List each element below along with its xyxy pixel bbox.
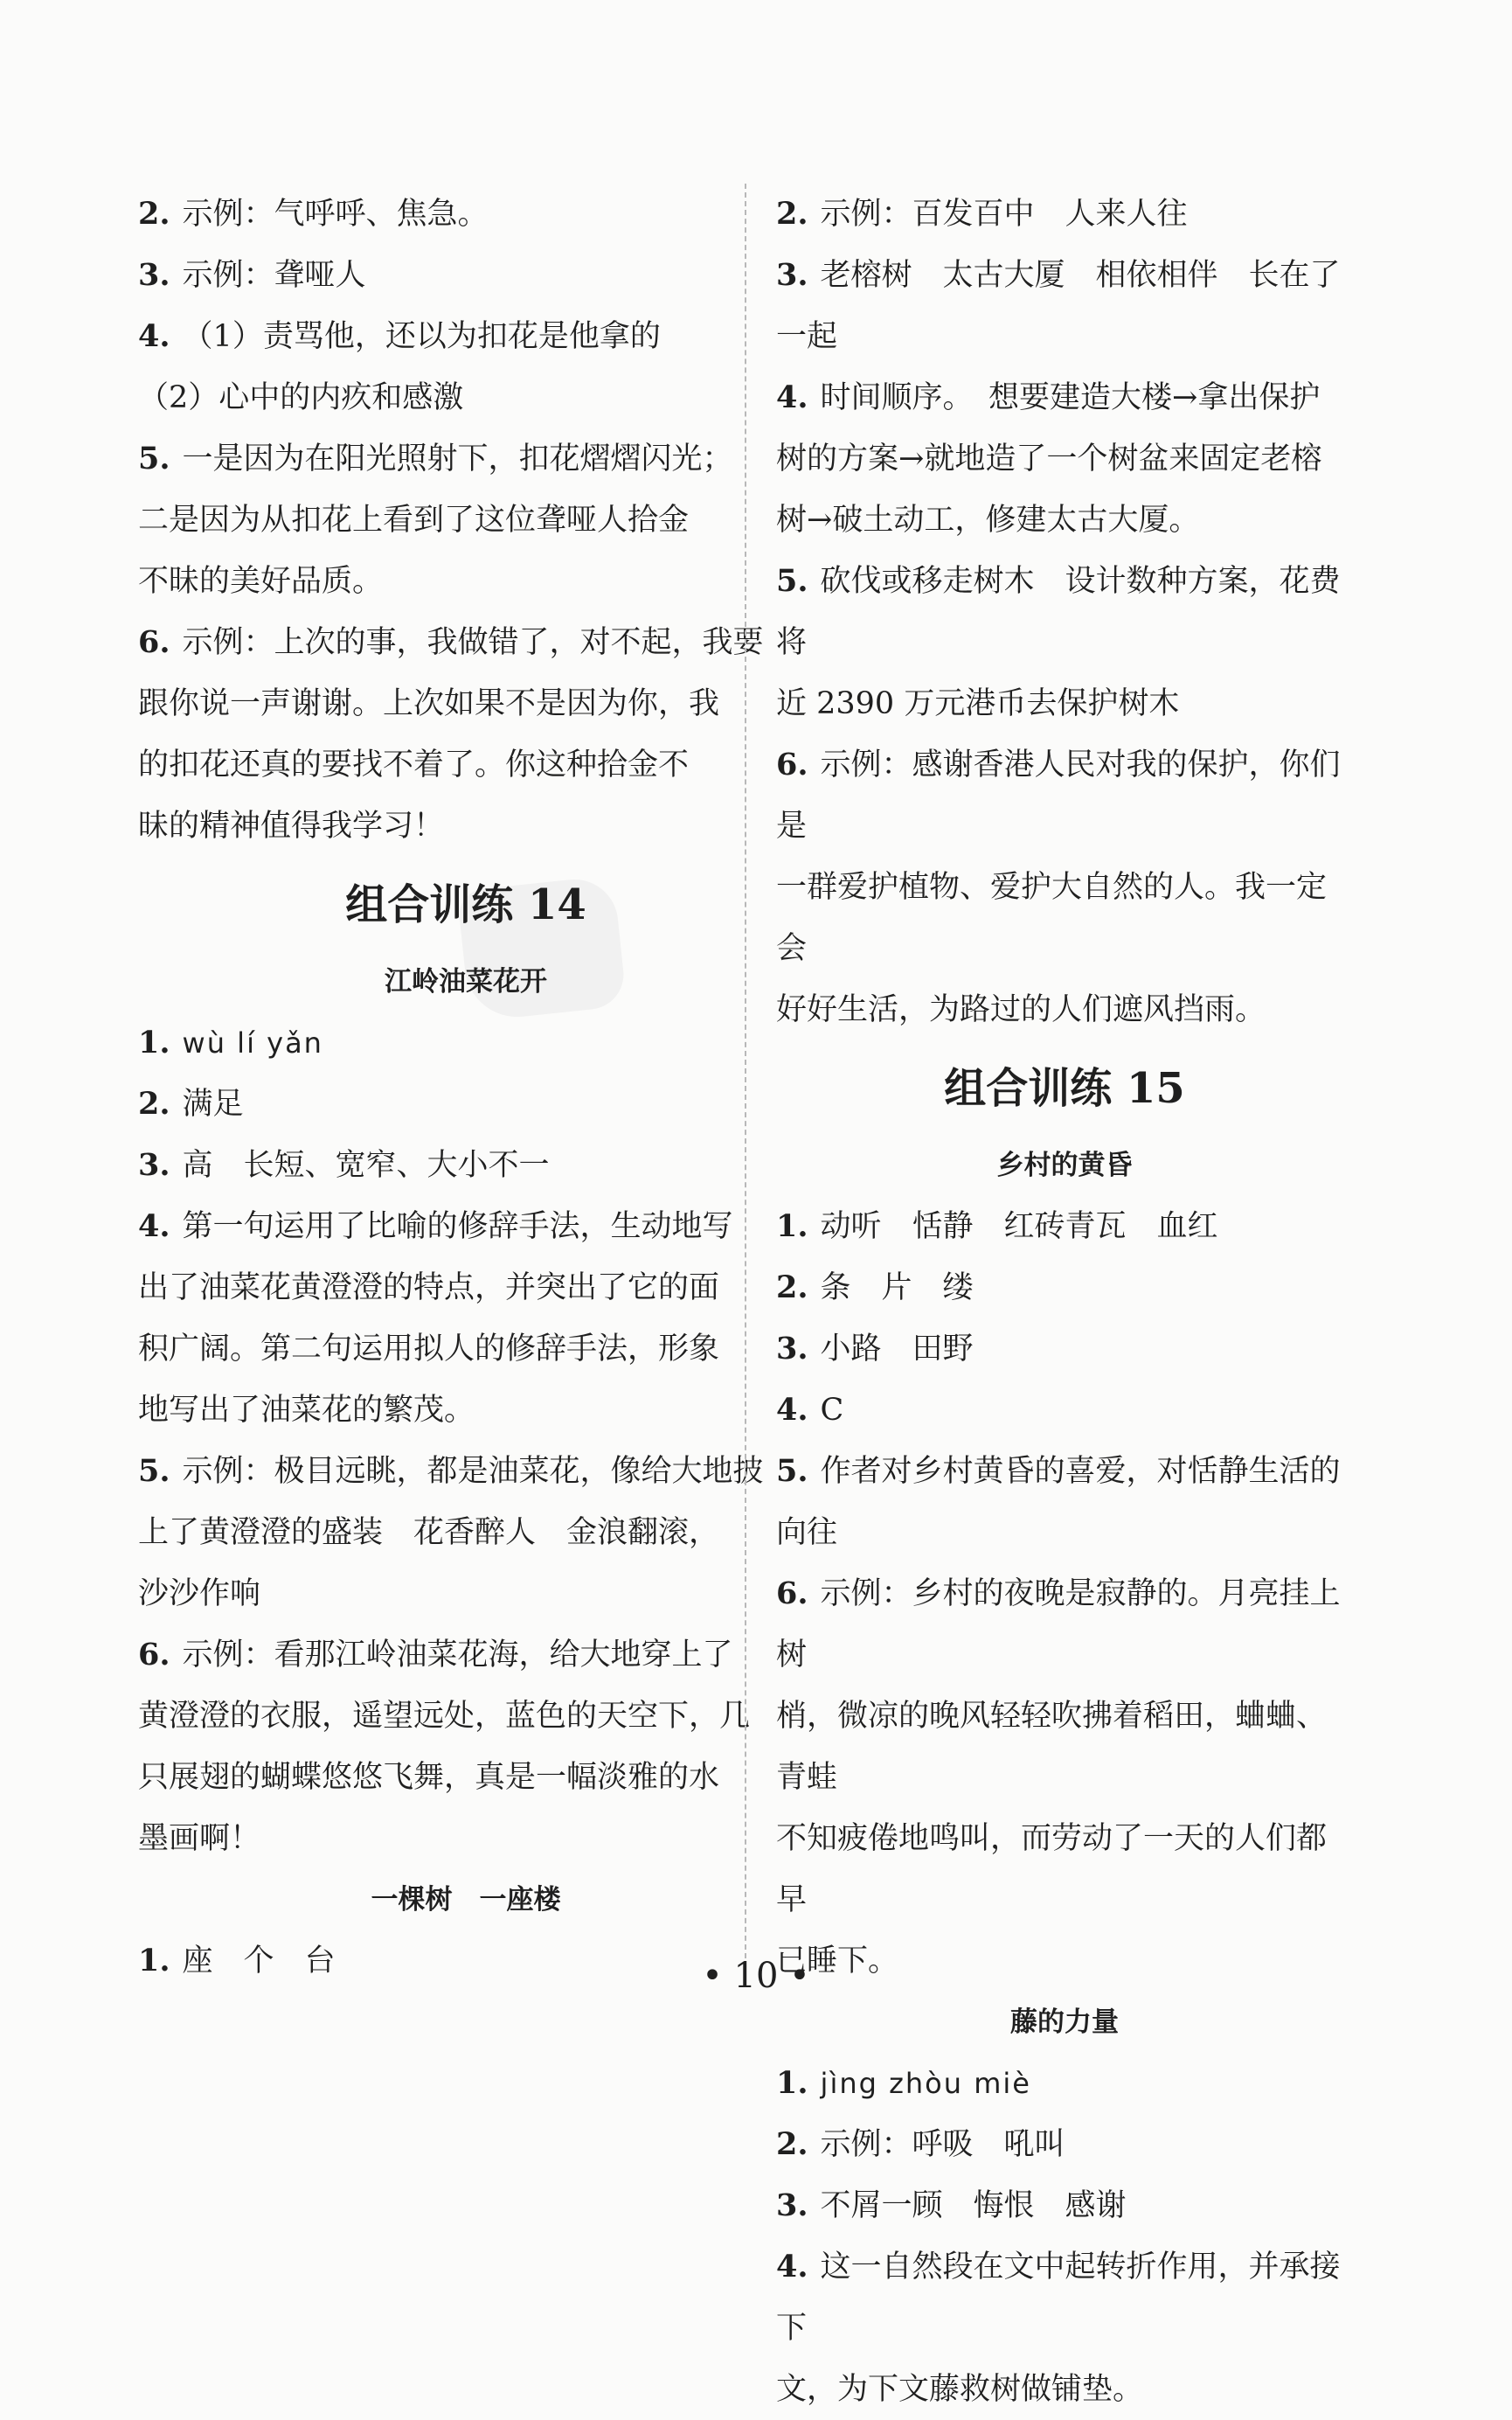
question-number: 3. (138, 257, 170, 293)
village-dusk-answers (776, 1196, 1353, 1992)
question-number: 6. (138, 624, 170, 660)
answer-text: 近 2390 万元港币去保护树木 (776, 686, 1180, 721)
answer-text: 时间顺序。 想要建造大楼→拿出保护 (820, 380, 1321, 415)
question-number: 5. (776, 563, 808, 599)
answer-line (776, 2114, 1353, 2175)
answer-text: 条 片 缕 (820, 1270, 974, 1305)
answer-text: C (820, 1393, 844, 1428)
answer-line (138, 1380, 794, 1441)
subtitle-vine-power: 藤的力量 (1010, 2006, 1119, 2038)
answer-text: 昧的精神值得我学习！ (138, 809, 445, 844)
answer-line (138, 1196, 794, 1257)
answer-text: 沙沙作响 (138, 1576, 261, 1611)
answer-line (776, 1380, 1353, 1441)
answer-line (138, 1441, 794, 1502)
answer-line (138, 1808, 794, 1869)
answer-line (776, 245, 1353, 306)
answer-text: 向往 (776, 1515, 838, 1550)
answer-text: 不昧的美好品质。 (138, 564, 384, 599)
answer-text: 示例：气呼呼、焦急。 (182, 197, 489, 232)
answer-line (776, 734, 1353, 857)
answer-text: 一群爱护植物、爱护大自然的人。我一定会 (776, 870, 1328, 966)
answer-line (776, 2236, 1353, 2359)
question-number: 3. (138, 1147, 170, 1183)
answer-line (138, 245, 794, 306)
answer-line (138, 490, 794, 551)
answer-line (776, 184, 1353, 245)
question-number: 4. (776, 2249, 808, 2284)
answer-line (138, 1563, 794, 1624)
answer-text: 示例：上次的事，我做错了，对不起，我要 (182, 625, 764, 660)
answer-text: 高 长短、宽窄、大小不一 (182, 1148, 550, 1183)
subtitle-tree-building: 一棵树 一座楼 (371, 1884, 561, 1916)
subtitle-village-dusk: 乡村的黄昏 (996, 1150, 1133, 1181)
answer-text: 示例：聋哑人 (182, 258, 366, 293)
answer-line (138, 1686, 794, 1747)
answer-line (776, 1686, 1353, 1808)
answer-text: 这一自然段在文中起转折作用，并承接下 (776, 2250, 1341, 2346)
answer-text: 第一句运用了比喻的修辞手法，生动地写 (182, 1209, 733, 1244)
answer-line (776, 367, 1353, 428)
answer-line (138, 796, 794, 857)
answer-line (138, 1502, 794, 1563)
answer-line (138, 184, 794, 245)
answer-line (138, 1747, 794, 1808)
answer-text: 好好生活，为路过的人们遮风挡雨。 (776, 992, 1266, 1027)
question-number: 3. (776, 257, 808, 293)
answer-line (138, 1624, 794, 1686)
question-number: 1. (138, 1943, 170, 1978)
answer-line (776, 1441, 1353, 1502)
answer-line (776, 673, 1353, 734)
answer-line (776, 1196, 1353, 1257)
answer-line (776, 1502, 1353, 1563)
subtitle-jiangling: 江岭油菜花开 (385, 966, 547, 998)
question-number: 4. (138, 318, 170, 354)
answer-line (776, 490, 1353, 551)
answer-line (776, 306, 1353, 367)
answer-line (138, 306, 794, 367)
answer-text: 墨画啊！ (138, 1821, 261, 1856)
answer-line (776, 2359, 1353, 2420)
answer-line (138, 1135, 794, 1196)
answer-line (776, 857, 1353, 979)
answer-text: 示例：看那江岭油菜花海，给大地穿上了 (182, 1638, 733, 1672)
answer-text: 一起 (776, 319, 838, 354)
answer-text: （2）心中的内疚和感激 (138, 380, 464, 415)
answer-text: 示例：乡村的夜晚是寂静的。月亮挂上树 (776, 1576, 1341, 1672)
answer-text: 老榕树 太古大厦 相依相伴 长在了 (820, 258, 1341, 293)
answer-line (776, 1563, 1353, 1686)
answer-text: wù lí yǎn (182, 1026, 323, 1060)
question-number: 4. (776, 379, 808, 415)
answer-text: jìng zhòu miè (820, 2067, 1031, 2100)
answer-text: 文，为下文藤救树做铺垫。 (776, 2372, 1144, 2407)
question-number: 2. (776, 2126, 808, 2162)
section-title-14: 组合训练 14 (345, 880, 586, 929)
answer-line (776, 1318, 1353, 1380)
answer-line (776, 979, 1353, 1040)
left-column (138, 184, 794, 1992)
page-number: • 10 • (702, 1956, 810, 1996)
question-number: 2. (776, 1269, 808, 1305)
question-number: 2. (138, 1086, 170, 1122)
answer-text: 树的方案→就地造了一个树盆来固定老榕 (776, 442, 1322, 476)
answer-text: 二是因为从扣花上看到了这位聋哑人拾金 (138, 503, 690, 538)
question-number: 5. (138, 441, 170, 476)
answer-text: 座 个 台 (182, 1944, 336, 1978)
right-pre-block (776, 184, 1353, 1040)
answer-line (138, 1074, 794, 1135)
vine-power-answers (776, 2053, 1353, 2420)
question-number: 3. (776, 2187, 808, 2223)
answer-text: 一是因为在阳光照射下，扣花熠熠闪光； (182, 442, 733, 476)
answer-line (138, 673, 794, 734)
answer-line (776, 428, 1353, 490)
question-number: 4. (776, 1392, 808, 1428)
question-number: 1. (776, 1208, 808, 1244)
question-number: 4. (138, 1208, 170, 1244)
question-number: 6. (776, 1575, 808, 1611)
answer-text: 已睡下。 (776, 1944, 899, 1978)
answer-text: 上了黄澄澄的盛装 花香醉人 金浪翻滚， (138, 1515, 720, 1550)
answer-text: 树→破土动工，修建太古大厦。 (776, 503, 1200, 538)
column-divider (745, 184, 746, 1976)
answer-line (138, 612, 794, 673)
answer-line (138, 367, 794, 428)
answer-text: 积广阔。第二句运用拟人的修辞手法，形象 (138, 1332, 720, 1366)
answer-line (776, 2053, 1353, 2114)
answer-text: 示例：感谢香港人民对我的保护，你们是 (776, 748, 1341, 844)
answer-text: 示例：呼吸 吼叫 (820, 2127, 1065, 2162)
answer-line (776, 2175, 1353, 2236)
answer-line (776, 1257, 1353, 1318)
question-number: 5. (776, 1453, 808, 1489)
answer-text: 不屑一顾 悔恨 感谢 (820, 2188, 1127, 2223)
answer-line (138, 428, 794, 490)
answer-text: 示例：极目远眺，都是油菜花，像给大地披 (182, 1454, 764, 1489)
question-number: 3. (776, 1331, 808, 1366)
answer-line (138, 1318, 794, 1380)
question-number: 1. (776, 2065, 808, 2101)
answer-text: 的扣花还真的要找不着了。你这种拾金不 (138, 748, 690, 782)
answer-line (776, 1808, 1353, 1930)
section-title-15: 组合训练 15 (944, 1064, 1185, 1113)
answer-text: 只展翅的蝴蝶悠悠飞舞，真是一幅淡雅的水 (138, 1760, 720, 1795)
answer-text: 出了油菜花黄澄澄的特点，并突出了它的面 (138, 1270, 720, 1305)
answer-text: 地写出了油菜花的繁茂。 (138, 1393, 475, 1428)
question-number: 2. (138, 196, 170, 232)
answer-text: 示例：百发百中 人来人往 (820, 197, 1188, 232)
question-number: 1. (138, 1025, 170, 1060)
answer-text: 小路 田野 (820, 1332, 974, 1366)
answer-text: 梢，微凉的晚风轻轻吹拂着稻田，蛐蛐、青蛙 (776, 1699, 1328, 1795)
answer-text: 不知疲倦地鸣叫，而劳动了一天的人们都早 (776, 1821, 1328, 1917)
jiangling-answers (138, 1012, 794, 1869)
answer-text: 满足 (182, 1087, 244, 1122)
answer-text: 作者对乡村黄昏的喜爱，对恬静生活的 (820, 1454, 1341, 1489)
question-number: 6. (776, 747, 808, 782)
question-number: 2. (776, 196, 808, 232)
answer-line (138, 1012, 794, 1074)
question-number: 6. (138, 1637, 170, 1672)
answer-line (138, 551, 794, 612)
answer-text: 跟你说一声谢谢。上次如果不是因为你，我 (138, 686, 720, 721)
answer-text: 黄澄澄的衣服，遥望远处，蓝色的天空下，几 (138, 1699, 751, 1734)
right-column (776, 184, 1353, 2420)
answer-text: （1）责骂他，还以为扣花是他拿的 (182, 319, 661, 354)
answer-text: 砍伐或移走树木 设计数种方案，花费将 (776, 564, 1341, 660)
answer-line (138, 1257, 794, 1318)
left-pre-block (138, 184, 794, 857)
answer-line (138, 734, 794, 796)
answer-line (776, 551, 1353, 673)
question-number: 5. (138, 1453, 170, 1489)
answer-text: 动听 恬静 红砖青瓦 血红 (820, 1209, 1218, 1244)
